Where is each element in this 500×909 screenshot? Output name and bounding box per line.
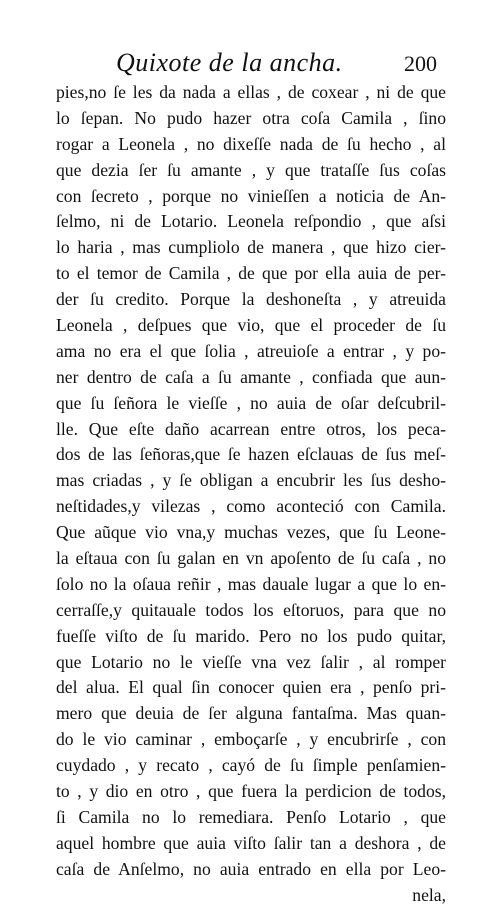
text-line: lo haria , mas cumpliolo de manera , que hizo cier- — [56, 237, 446, 258]
text-line: aquel hombre que auia viſto ſalir tan a deshora , de — [56, 832, 446, 853]
text-line: to el temor de Camila , de que por ella auia de per- — [56, 263, 446, 284]
text-line: der ſu credito. Porque la deshoneſta , y atreuida — [56, 289, 446, 310]
body-text — [56, 80, 446, 909]
text-line: del alua. El qual ſin conocer quien era , penſo pri- — [56, 677, 446, 698]
text-line: dos de las ſeñoras,que ſe hazen eſclauas de ſus meſ- — [56, 444, 446, 465]
text-line: la eſtaua con ſu galan en vn apoſento de ſu caſa , no — [56, 548, 446, 569]
text-line: ama no era el que ſolia , atreuioſe a entrar , y po- — [56, 340, 446, 361]
text-line: mero que deuia de ſer alguna fantaſma. Mas quan- — [56, 703, 446, 724]
text-line: to , y dio en otro , que fuera la perdicion de todos, — [56, 781, 446, 802]
text-line: con ſecreto , porque no vinieſſen a noticia de An- — [56, 185, 446, 206]
page-number: 200 — [404, 51, 437, 76]
text-line: lo ſepan. No pudo hazer otra coſa Camila , ſino — [56, 107, 446, 128]
text-line: ſi Camila no lo remediara. Penſo Lotario , que — [56, 806, 446, 827]
page-header — [0, 44, 500, 84]
text-line: mas criadas , y ſe obligan a encubrir les ſus desho- — [56, 470, 446, 491]
text-line: neſtidades,y vilezas , como aconteció con Camila. — [56, 496, 446, 517]
text-line: ſelmo, ni de Lotario. Leonela reſpondio , que aſsi — [56, 211, 446, 232]
text-line: cerraſſe,y quitauale todos los eſtoruos, para que no — [56, 599, 446, 620]
running-title: Quixote de la ancha. — [116, 48, 343, 77]
text-line: Leonela , deſpues que vio, que el proceder de ſu — [56, 315, 446, 336]
text-line-catchword: nela, — [412, 884, 446, 905]
text-line: caſa de Anſelmo, no auia entrado en ella por Leo- — [56, 858, 446, 879]
text-line: que dezia ſer ſu amante , y que trataſſe ſus coſas — [56, 159, 446, 180]
text-line: que Lotario no le vieſſe vna vez ſalir , al romper — [56, 651, 446, 672]
text-line: rogar a Leonela , no dixeſſe nada de ſu hecho , al — [56, 133, 446, 154]
text-line: que ſu ſeñora le vieſſe , no auia de oſar deſcubril- — [56, 392, 446, 413]
text-line: lle. Que eſte daño acarrean entre otros, los peca- — [56, 418, 446, 439]
text-line: cuydado , y recato , cayó de ſu ſimple penſamien- — [56, 755, 446, 776]
text-line: ner dentro de caſa a ſu amante , confiada que aun- — [56, 366, 446, 387]
text-line: pies,no ſe les da nada a ellas , de coxear , ni de que — [56, 82, 446, 102]
text-line: do le vio caminar , emboçarſe , y encubrirſe , con — [56, 729, 446, 750]
text-line: fueſſe viſto de ſu marido. Pero no los pudo quitar, — [56, 625, 446, 646]
text-line: ſolo no la oſaua reñir , mas dauale lugar a que lo en- — [56, 573, 446, 594]
text-line: Que aũque vio vna,y muchas vezes, que ſu Leone- — [56, 522, 446, 543]
